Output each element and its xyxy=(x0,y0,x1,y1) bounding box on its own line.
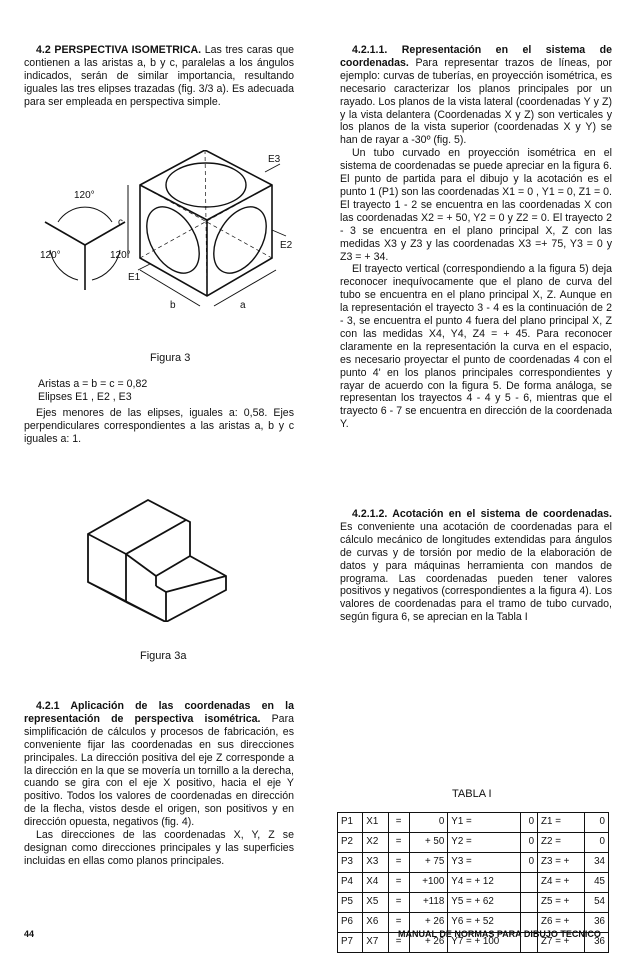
table-row xyxy=(338,833,609,853)
section-4-2 xyxy=(24,44,294,109)
table-cell: Z6 = + xyxy=(538,913,585,933)
table-row xyxy=(338,813,609,833)
page-number: 44 xyxy=(24,929,35,939)
table-cell: Z2 = xyxy=(538,833,585,853)
figure-3-caption: Figura 3 xyxy=(150,352,191,364)
table-cell: X1 xyxy=(363,813,388,833)
table-cell: + 26 xyxy=(409,913,448,933)
table-cell: Y4 = + 12 xyxy=(448,873,521,893)
table-cell: 0 xyxy=(585,833,609,853)
section-body: Las tres caras que contienen a las aristas a, b y c, paralelas a los ángulos indicados, serán de similar importancia, resultando iguales las tres elipses trazadas (fig. 3/3 a). Es adecuada para ser empleada en perspectiva simple. xyxy=(24,44,294,108)
table-cell: Z3 = + xyxy=(538,853,585,873)
table-cell: = xyxy=(388,933,409,953)
label-e1: E1 xyxy=(128,272,141,283)
book-title: MANUAL DE NORMAS PARA DIBUJO TECNICO xyxy=(398,929,601,939)
figure-3-notes xyxy=(24,378,294,446)
table-cell: = xyxy=(388,833,409,853)
table-cell: X6 xyxy=(363,913,388,933)
section-body: Para simplificación de cálculos y procesos de fabricación, es conveniente fijar las coordenadas en sus direcciones principales. La dirección positiva del eje Z corresponde a la dirección en la que se movería un tornillo a la derecha, cuando se gira con el eje X positivo, hacia el eje Y positivo. Todos los valores de coordenadas en dirección de la flecha, vistos desde el origen, son positivos y en dirección opuesta, negativos (fig. 4). xyxy=(24,712,294,829)
table-cell: X7 xyxy=(363,933,388,953)
label-b: b xyxy=(170,300,176,311)
section-4-2-1 xyxy=(24,700,294,868)
table-cell: 0 xyxy=(409,813,448,833)
table-cell: Y6 = + 52 xyxy=(448,913,521,933)
table-cell xyxy=(521,893,538,913)
label-e3: E3 xyxy=(268,154,281,165)
table-row xyxy=(338,853,609,873)
figure-3a-drawing xyxy=(78,492,238,622)
angle-label: 120° xyxy=(40,250,61,261)
section-heading: 4.2.1.2. Acotación en el sistema de coordenadas. xyxy=(352,508,612,520)
aristas-line: Aristas a = b = c = 0,82 xyxy=(38,378,148,390)
table-cell: 45 xyxy=(585,873,609,893)
table-cell: +100 xyxy=(409,873,448,893)
table-cell: P5 xyxy=(338,893,363,913)
table-cell: 34 xyxy=(585,853,609,873)
table-row xyxy=(338,893,609,913)
table-cell: 0 xyxy=(521,853,538,873)
table-cell: Z4 = + xyxy=(538,873,585,893)
section-body: Para representar trazos de líneas, por ejemplo: curvas de tuberías, en proyección isométrica, es necesario caracterizar los planos principales por un rayado. Los planos de la vista lateral (coordenadas Y y Z) y la vista delantera (Coordenadas X y Z) son verticales y los planos de la vista superior (coordenadas X y Y) se han de rayar a -30º (fig. 5). xyxy=(340,56,612,147)
table-cell: P1 xyxy=(338,813,363,833)
table-cell: Z1 = xyxy=(538,813,585,833)
table-title: TABLA I xyxy=(452,788,492,800)
table-cell: + 26 xyxy=(409,933,448,953)
table-cell: 0 xyxy=(521,813,538,833)
section-heading: 4.2.1 Aplicación de las coordenadas en la representación de perspectiva isométrica. xyxy=(24,700,294,725)
section-body-2: Las direcciones de las coordenadas X, Y, Z se designan como direcciones principales y las superficies incluidas en ellas como planos principales. xyxy=(24,829,294,867)
table-cell: Z5 = + xyxy=(538,893,585,913)
table-cell: Y5 = + 62 xyxy=(448,893,521,913)
section-body: Es conveniente una acotación de coordenadas para el cálculo mecánico de longitudes extendidas para ángulos de curvas y de torsión por medio de la elaboración de datos y para máquinas herramienta con mandos de programa. Las coordenadas pueden tener valores positivos y negativos (correspondientes a la figura 4). Los valores de coordenadas para el tramo de tubo curvado, según figura 6, se aprecian en la Tabla I xyxy=(340,520,612,624)
table-cell xyxy=(521,873,538,893)
table-cell: Y3 = xyxy=(448,853,521,873)
table-cell: P4 xyxy=(338,873,363,893)
table-cell: 0 xyxy=(521,833,538,853)
table-cell: = xyxy=(388,853,409,873)
section-heading: 4.2 PERSPECTIVA ISOMETRICA. xyxy=(36,44,202,56)
section-paragraph: Un tubo curvado en proyección isométrica en el sistema de coordenadas se puede apreciar en la figura 6. El punto de partida para el dibujo y la acotación es el punto 1 (P1) son las coordenadas X1 = 0 , Y1 = 0, Z1 = 0. El trayecto 1 - 2 se encuentra en las coordenadas X con las coordenadas X2 = + 50, Y2 = 0 y Z2 = 0. El trayecto 2 - 3 se encuentra en el plano principal X, Z con las medidas X3 y Z3 y las coordenadas X3 =+ 75, Y3 = 0 y Z3 = + 34. xyxy=(340,147,612,263)
table-cell: +118 xyxy=(409,893,448,913)
table-cell: Y1 = xyxy=(448,813,521,833)
table-cell: Y7 = + 100 xyxy=(448,933,521,953)
ejes-text: Ejes menores de las elipses, iguales a: 0,58. Ejes perpendiculares correspondientes a las aristas a, b y c iguales a: 1. xyxy=(24,406,294,445)
angle-label: 120° xyxy=(110,250,131,261)
elipses-line: Elipses E1 , E2 , E3 xyxy=(38,390,132,403)
label-a: a xyxy=(240,300,246,311)
table-cell: = xyxy=(388,913,409,933)
section-paragraph: El trayecto vertical (correspondiendo a la figura 5) deja reconocer inequívocamente que el plano de curva del tubo se encuentra en el plano principal X, Z. Aunque en la representación el trayecto 3 - 4 es la continuación de 2 - 3, se encuentra el punto 4 fuera del plano principal X, Z con las medidas X4, Y4, Z4 = + 45. Para reconocer claramente en la representación la curva en el espacio, es necesario proyectar el punto de coordenadas 4 con el punto 4' en los planos principales correspondientes y rayar de acuerdo con la figura 5. De forma análoga, se representan los trayectos 4 - 4 y 5 - 6, mientras que el trayecto 6 - 7 se encuentra en dirección de la coordenada Y. xyxy=(340,263,612,431)
table-cell: 54 xyxy=(585,893,609,913)
table-cell: X4 xyxy=(363,873,388,893)
table-cell: = xyxy=(388,873,409,893)
table-cell: P7 xyxy=(338,933,363,953)
table-cell: 36 xyxy=(585,913,609,933)
table-cell: + 75 xyxy=(409,853,448,873)
section-4-2-1-2 xyxy=(340,508,612,624)
table-cell: + 50 xyxy=(409,833,448,853)
label-e2: E2 xyxy=(280,240,293,251)
table-cell: X3 xyxy=(363,853,388,873)
section-4-2-1-1 xyxy=(340,44,612,431)
table-cell: X5 xyxy=(363,893,388,913)
table-cell: 36 xyxy=(585,933,609,953)
figure-3a-caption: Figura 3a xyxy=(140,650,187,662)
figure-3-drawing xyxy=(40,150,310,340)
table-cell: P3 xyxy=(338,853,363,873)
table-cell: X2 xyxy=(363,833,388,853)
table-cell: = xyxy=(388,813,409,833)
table-cell: Z7 = + xyxy=(538,933,585,953)
angle-label: 120° xyxy=(74,190,95,201)
table-cell: P6 xyxy=(338,913,363,933)
table-cell: Y2 = xyxy=(448,833,521,853)
table-cell: = xyxy=(388,893,409,913)
table-cell: 0 xyxy=(585,813,609,833)
table-row xyxy=(338,873,609,893)
table-cell: P2 xyxy=(338,833,363,853)
label-c: c xyxy=(118,217,123,228)
section-heading: 4.2.1.1. Representación en el sistema de coordenadas. xyxy=(340,44,612,69)
